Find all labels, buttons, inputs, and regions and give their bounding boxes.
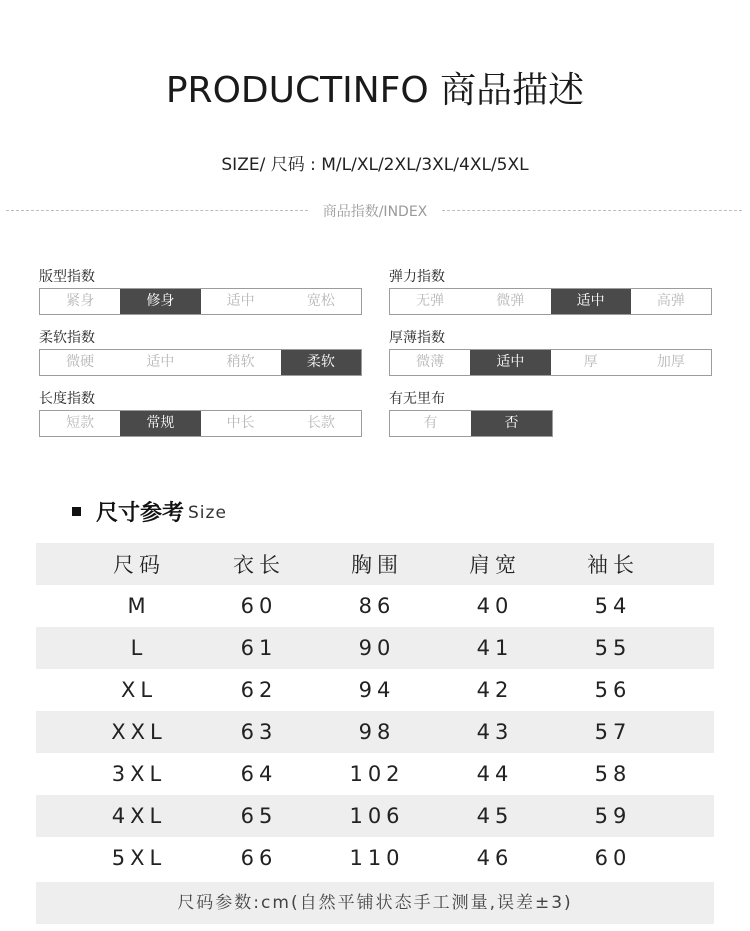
index-lining	[389, 390, 553, 438]
index-option: 微硬	[66, 354, 95, 370]
index-option: 宽松	[306, 293, 335, 309]
table-cell: M	[127, 594, 151, 618]
index-option: 柔软	[281, 350, 361, 375]
table-header-row	[36, 543, 714, 585]
table-cell: 86	[358, 594, 396, 618]
table-row	[36, 627, 714, 669]
index-option: 适中	[146, 354, 175, 370]
table-cell: 5XL	[111, 846, 167, 870]
table-cell: 54	[594, 594, 632, 618]
table-cell: 59	[594, 804, 632, 828]
index-scale	[39, 410, 362, 437]
size-section-title: 尺寸参考	[96, 500, 185, 526]
table-header-cell: 尺码	[113, 553, 165, 577]
table-cell: 66	[240, 846, 278, 870]
table-header-cell: 衣长	[233, 553, 285, 577]
table-cell: 106	[349, 804, 405, 828]
table-cell: 42	[476, 678, 514, 702]
table-header-cell: 胸围	[351, 553, 403, 577]
index-softness	[39, 329, 362, 377]
table-cell: 3XL	[111, 762, 167, 786]
table-cell: 64	[240, 762, 278, 786]
table-cell: 55	[594, 636, 632, 660]
table-header-cell: 肩宽	[469, 553, 521, 577]
index-scale	[389, 410, 553, 437]
table-row	[36, 753, 714, 795]
table-cell: 60	[594, 846, 632, 870]
table-cell: 57	[594, 720, 632, 744]
table-cell: L	[130, 636, 148, 660]
size-section-header	[72, 496, 227, 526]
index-scale	[389, 288, 712, 315]
index-label: 版型指数	[39, 269, 95, 285]
index-length	[39, 390, 362, 438]
table-cell: 45	[476, 804, 514, 828]
index-option: 高弹	[656, 293, 685, 309]
size-section-subtitle: Size	[188, 503, 227, 523]
index-option: 微薄	[416, 354, 445, 370]
index-option: 稍软	[226, 354, 255, 370]
table-row	[36, 837, 714, 879]
divider-label: 商品指数/INDEX	[322, 204, 428, 220]
table-cell: 63	[240, 720, 278, 744]
index-label: 弹力指数	[389, 269, 445, 285]
index-option: 加厚	[656, 354, 685, 370]
index-option: 紧身	[66, 293, 95, 309]
measurement-note: 尺码参数:cm(自然平铺状态手工测量,误差±3)	[36, 882, 714, 924]
index-thickness	[389, 329, 712, 377]
table-header-cell: 袖长	[587, 553, 639, 577]
table-cell: 46	[476, 846, 514, 870]
divider-left	[6, 210, 308, 211]
index-option: 常规	[120, 411, 200, 436]
index-scale	[39, 288, 362, 315]
table-cell: 102	[349, 762, 405, 786]
index-scale	[389, 349, 712, 376]
table-cell: 98	[358, 720, 396, 744]
table-row	[36, 795, 714, 837]
table-cell: 94	[358, 678, 396, 702]
index-option: 适中	[226, 293, 255, 309]
size-range-line: SIZE/ 尺码 : M/L/XL/2XL/3XL/4XL/5XL	[221, 155, 529, 175]
index-option: 厚	[583, 354, 598, 370]
index-option: 中长	[226, 415, 255, 431]
index-option: 适中	[470, 350, 550, 375]
table-cell: 90	[358, 636, 396, 660]
table-cell: 58	[594, 762, 632, 786]
index-label: 厚薄指数	[389, 330, 445, 346]
table-cell: 62	[240, 678, 278, 702]
table-cell: 40	[476, 594, 514, 618]
table-cell: 4XL	[111, 804, 167, 828]
table-cell: 65	[240, 804, 278, 828]
table-cell: 41	[476, 636, 514, 660]
table-cell: 56	[594, 678, 632, 702]
table-row	[36, 711, 714, 753]
index-option: 否	[471, 411, 552, 436]
table-cell: 61	[240, 636, 278, 660]
index-option: 短款	[66, 415, 95, 431]
index-elasticity	[389, 268, 712, 316]
table-cell: XXL	[111, 720, 167, 744]
table-cell: XL	[120, 678, 158, 702]
size-table	[36, 543, 714, 879]
table-cell: 44	[476, 762, 514, 786]
table-cell: 110	[349, 846, 405, 870]
index-label: 长度指数	[39, 391, 95, 407]
index-label: 有无里布	[389, 391, 445, 407]
table-cell: 60	[240, 594, 278, 618]
table-row	[36, 585, 714, 627]
divider-right	[442, 210, 742, 211]
table-row	[36, 669, 714, 711]
index-option: 有	[423, 415, 438, 431]
index-scale	[39, 349, 362, 376]
index-option: 适中	[551, 289, 631, 314]
index-fit	[39, 268, 362, 316]
index-option: 长款	[306, 415, 335, 431]
index-label: 柔软指数	[39, 330, 95, 346]
index-option: 无弹	[416, 293, 445, 309]
square-bullet-icon	[72, 507, 81, 516]
page-title: PRODUCTINFO 商品描述	[165, 70, 585, 111]
index-option: 修身	[120, 289, 200, 314]
table-cell: 43	[476, 720, 514, 744]
index-option: 微弹	[496, 293, 525, 309]
